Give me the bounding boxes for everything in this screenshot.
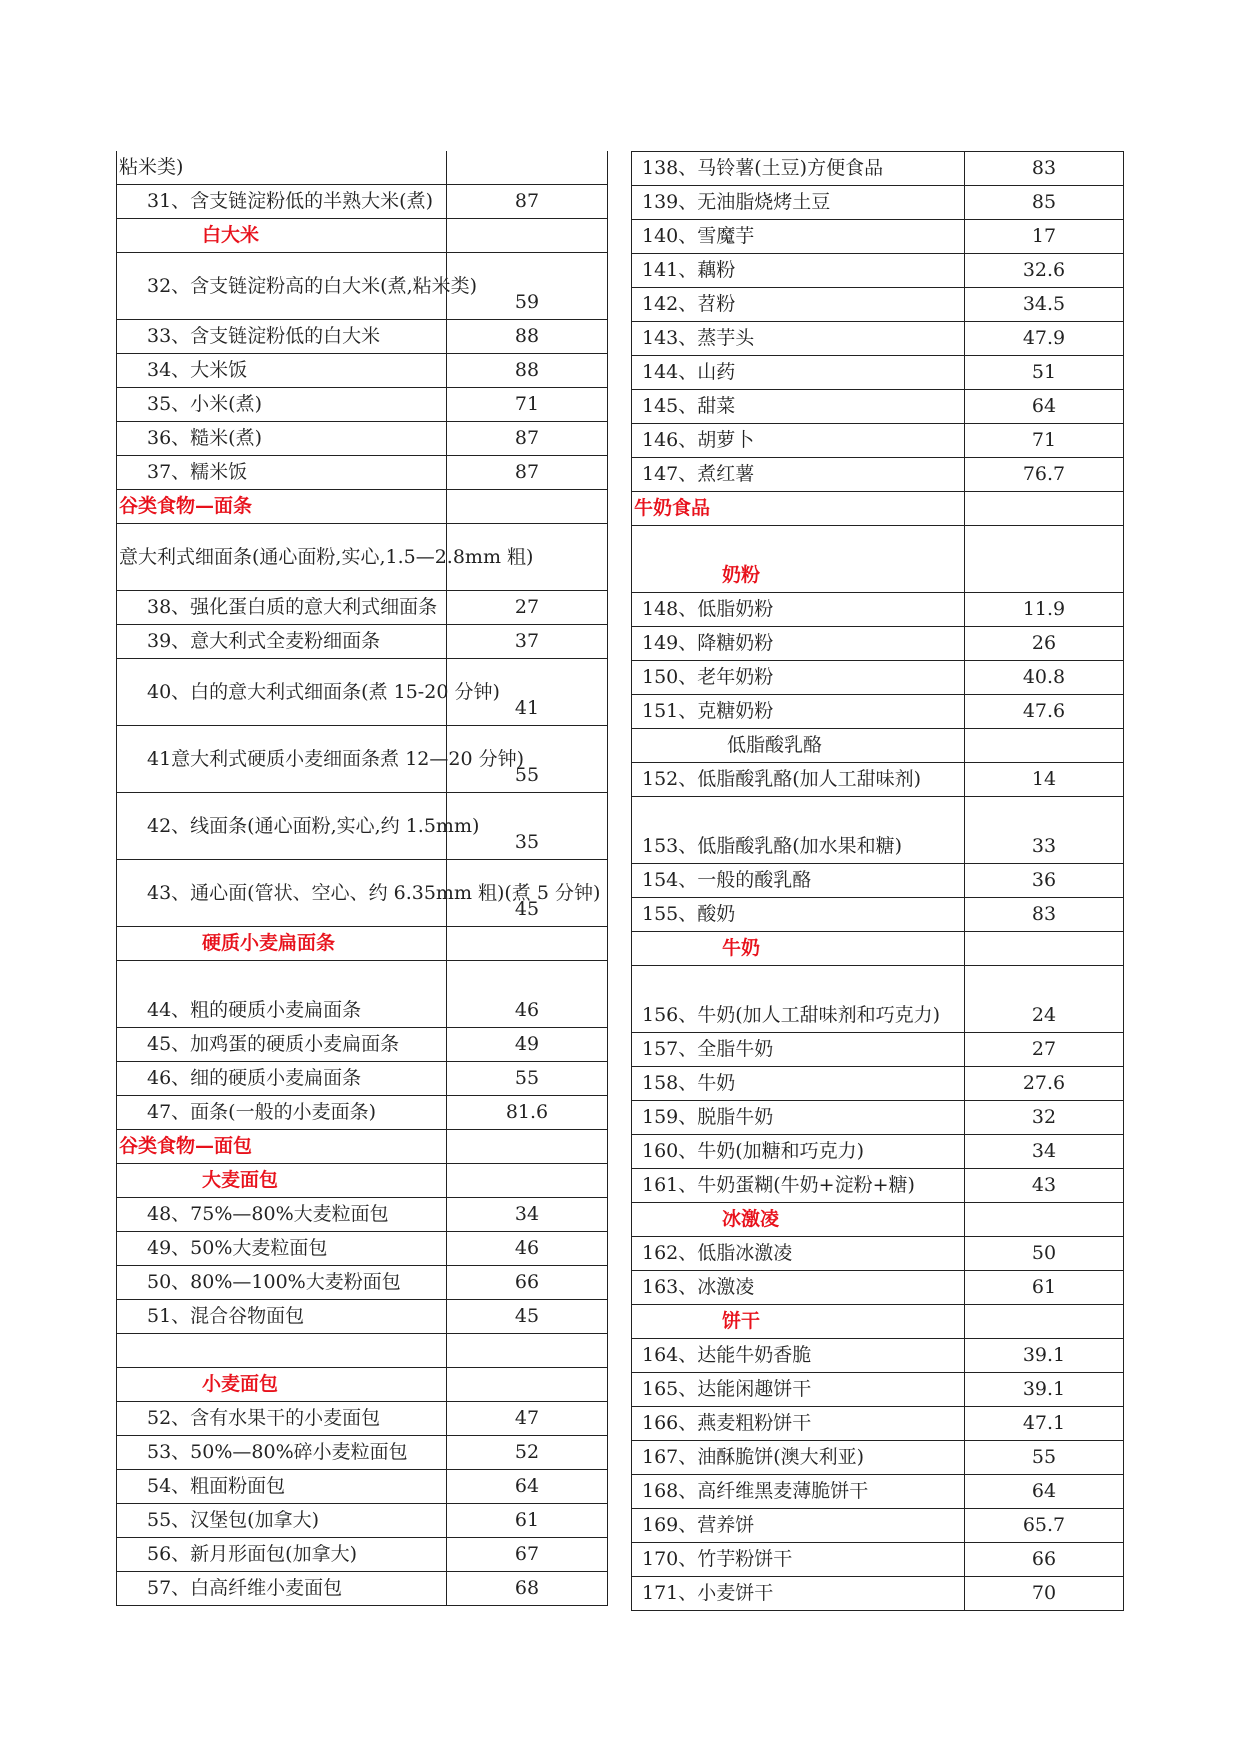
table-row (632, 186, 1124, 220)
gi-value: 88 (447, 320, 608, 354)
food-name: 168、高纤维黑麦薄脆饼干 (632, 1475, 965, 1509)
food-name: 53、50%—80%碎小麦粒面包 (117, 1436, 447, 1470)
food-name: 142、苕粉 (632, 288, 965, 322)
table-row (632, 763, 1124, 797)
table-row (632, 1339, 1124, 1373)
food-name: 31、含支链淀粉低的半熟大米(煮) (117, 185, 447, 219)
table-row (117, 591, 608, 625)
gi-value: 55 (447, 1062, 608, 1096)
left-gi-table (116, 151, 608, 1606)
category-row (632, 492, 1124, 526)
table-row (632, 661, 1124, 695)
table-row (632, 390, 1124, 424)
category-heading: 谷类食物—面条 (117, 490, 447, 524)
table-row (632, 1101, 1124, 1135)
gi-value: 87 (447, 456, 608, 490)
food-name: 56、新月形面包(加拿大) (117, 1538, 447, 1572)
food-name: 48、75%—80%大麦粒面包 (117, 1198, 447, 1232)
subcategory-heading: 小麦面包 (117, 1368, 447, 1402)
table-row (117, 1266, 608, 1300)
gi-value: 17 (965, 220, 1124, 254)
section-note: 意大利式细面条(通心面粉,实心,1.5—2.8mm 粗) (117, 524, 447, 591)
table-row (632, 1509, 1124, 1543)
subcategory-row (632, 1203, 1124, 1237)
food-name: 32、含支链淀粉高的白大米(煮,粘米类) (117, 253, 447, 320)
food-name: 50、80%—100%大麦粉面包 (117, 1266, 447, 1300)
gi-value: 34.5 (965, 288, 1124, 322)
subcategory-row (117, 219, 608, 253)
table-row (117, 185, 608, 219)
food-name: 49、50%大麦粒面包 (117, 1232, 447, 1266)
table-row (117, 422, 608, 456)
food-name: 141、藕粉 (632, 254, 965, 288)
gi-value: 87 (447, 185, 608, 219)
table-row (632, 966, 1124, 1033)
gi-value (447, 1368, 608, 1402)
gi-value: 68 (447, 1572, 608, 1606)
gi-value: 59 (447, 253, 608, 320)
subcategory-heading: 白大米 (117, 219, 447, 253)
table-row (117, 1436, 608, 1470)
gi-value: 35 (447, 793, 608, 860)
table-row (632, 356, 1124, 390)
table-row (632, 1577, 1124, 1611)
table-row (117, 860, 608, 927)
table-row (117, 1232, 608, 1266)
food-name: 161、牛奶蛋糊(牛奶+淀粉+糖) (632, 1169, 965, 1203)
table-row (117, 1028, 608, 1062)
table-row (632, 220, 1124, 254)
food-name: 145、甜菜 (632, 390, 965, 424)
subcategory-row (117, 927, 608, 961)
gi-value: 49 (447, 1028, 608, 1062)
gi-value: 66 (447, 1266, 608, 1300)
food-name: 36、糙米(煮) (117, 422, 447, 456)
gi-value: 14 (965, 763, 1124, 797)
gi-value: 45 (447, 860, 608, 927)
gi-value: 24 (965, 966, 1124, 1033)
gi-value: 52 (447, 1436, 608, 1470)
gi-value (447, 1334, 608, 1368)
gi-value: 26 (965, 627, 1124, 661)
table-row (632, 1135, 1124, 1169)
gi-value: 67 (447, 1538, 608, 1572)
gi-value: 11.9 (965, 593, 1124, 627)
food-name: 160、牛奶(加糖和巧克力) (632, 1135, 965, 1169)
subcategory-row (632, 1305, 1124, 1339)
table-row (117, 1572, 608, 1606)
food-name: 149、降糖奶粉 (632, 627, 965, 661)
food-name: 164、达能牛奶香脆 (632, 1339, 965, 1373)
subcategory-heading: 饼干 (632, 1305, 965, 1339)
food-name: 41意大利式硬质小麦细面条煮 12—20 分钟) (117, 726, 447, 793)
gi-value (447, 219, 608, 253)
gi-value (965, 1203, 1124, 1237)
food-name: 155、酸奶 (632, 898, 965, 932)
gi-value: 70 (965, 1577, 1124, 1611)
gi-value: 41 (447, 659, 608, 726)
table-row (117, 1198, 608, 1232)
gi-value (447, 927, 608, 961)
food-name: 166、燕麦粗粉饼干 (632, 1407, 965, 1441)
table-row (117, 625, 608, 659)
gi-value: 27 (965, 1033, 1124, 1067)
gi-value: 55 (965, 1441, 1124, 1475)
food-name: 57、白高纤维小麦面包 (117, 1572, 447, 1606)
gi-value (447, 151, 608, 185)
food-name: 45、加鸡蛋的硬质小麦扁面条 (117, 1028, 447, 1062)
gi-value: 34 (447, 1198, 608, 1232)
table-row (632, 593, 1124, 627)
category-heading: 牛奶食品 (632, 492, 965, 526)
gi-value: 65.7 (965, 1509, 1124, 1543)
table-row (117, 1300, 608, 1334)
table-row (632, 797, 1124, 864)
subcategory-heading: 牛奶 (632, 932, 965, 966)
table-row (117, 151, 608, 185)
food-name: 162、低脂冰激凌 (632, 1237, 965, 1271)
gi-value: 66 (965, 1543, 1124, 1577)
food-name: 143、蒸芋头 (632, 322, 965, 356)
table-row (632, 864, 1124, 898)
subcategory-heading: 低脂酸乳酪 (632, 729, 965, 763)
subcategory-heading: 硬质小麦扁面条 (117, 927, 447, 961)
gi-value (447, 1164, 608, 1198)
food-name: 156、牛奶(加人工甜味剂和巧克力) (632, 966, 965, 1033)
gi-value: 27.6 (965, 1067, 1124, 1101)
gi-value: 87 (447, 422, 608, 456)
gi-value: 50 (965, 1237, 1124, 1271)
gi-value (447, 1130, 608, 1164)
gi-value: 85 (965, 186, 1124, 220)
gi-value: 36 (965, 864, 1124, 898)
table-row (632, 424, 1124, 458)
food-name: 170、竹芋粉饼干 (632, 1543, 965, 1577)
gi-value: 61 (447, 1504, 608, 1538)
table-row (117, 1062, 608, 1096)
table-row (632, 1237, 1124, 1271)
subcategory-row (632, 932, 1124, 966)
food-name: 46、细的硬质小麦扁面条 (117, 1062, 447, 1096)
food-name: 37、糯米饭 (117, 456, 447, 490)
food-name: 140、雪魔芋 (632, 220, 965, 254)
food-name: 35、小米(煮) (117, 388, 447, 422)
food-name: 163、冰激凌 (632, 1271, 965, 1305)
gi-value: 88 (447, 354, 608, 388)
food-name: 55、汉堡包(加拿大) (117, 1504, 447, 1538)
gi-value: 40.8 (965, 661, 1124, 695)
food-name: 158、牛奶 (632, 1067, 965, 1101)
gi-value: 64 (447, 1470, 608, 1504)
food-name: 139、无油脂烧烤土豆 (632, 186, 965, 220)
food-name: 44、粗的硬质小麦扁面条 (117, 961, 447, 1028)
gi-value: 71 (447, 388, 608, 422)
food-name: 146、胡萝卜 (632, 424, 965, 458)
gi-value: 47.6 (965, 695, 1124, 729)
table-row (632, 627, 1124, 661)
blank-cell (117, 1334, 447, 1368)
category-row (117, 490, 608, 524)
food-name: 47、面条(一般的小麦面条) (117, 1096, 447, 1130)
table-row (632, 1543, 1124, 1577)
table-row (117, 388, 608, 422)
table-row (117, 793, 608, 860)
food-name: 40、白的意大利式细面条(煮 15-20 分钟) (117, 659, 447, 726)
table-row (632, 729, 1124, 763)
gi-value: 81.6 (447, 1096, 608, 1130)
table-row (117, 524, 608, 591)
food-name: 171、小麦饼干 (632, 1577, 965, 1611)
gi-value: 55 (447, 726, 608, 793)
table-row (117, 1334, 608, 1368)
table-row (117, 726, 608, 793)
gi-value (965, 526, 1124, 593)
gi-value (965, 729, 1124, 763)
food-name: 151、克糖奶粉 (632, 695, 965, 729)
gi-value: 51 (965, 356, 1124, 390)
table-row (632, 1169, 1124, 1203)
category-heading: 谷类食物—面包 (117, 1130, 447, 1164)
food-name: 150、老年奶粉 (632, 661, 965, 695)
gi-value: 47.1 (965, 1407, 1124, 1441)
gi-value: 34 (965, 1135, 1124, 1169)
table-row (632, 288, 1124, 322)
table-row (632, 695, 1124, 729)
gi-value: 46 (447, 1232, 608, 1266)
gi-value: 32 (965, 1101, 1124, 1135)
food-name: 157、全脂牛奶 (632, 1033, 965, 1067)
table-row (632, 898, 1124, 932)
table-row (117, 961, 608, 1028)
food-name: 138、马铃薯(土豆)方便食品 (632, 152, 965, 186)
table-row (632, 1475, 1124, 1509)
food-name: 152、低脂酸乳酪(加人工甜味剂) (632, 763, 965, 797)
gi-value: 83 (965, 152, 1124, 186)
gi-value: 76.7 (965, 458, 1124, 492)
food-name: 51、混合谷物面包 (117, 1300, 447, 1334)
table-row (117, 320, 608, 354)
right-gi-table (631, 151, 1124, 1611)
table-row (632, 152, 1124, 186)
table-row (632, 1373, 1124, 1407)
gi-value: 47.9 (965, 322, 1124, 356)
gi-value: 37 (447, 625, 608, 659)
table-row (632, 1033, 1124, 1067)
food-name: 34、大米饭 (117, 354, 447, 388)
food-name: 165、达能闲趣饼干 (632, 1373, 965, 1407)
table-row (117, 1538, 608, 1572)
food-name: 54、粗面粉面包 (117, 1470, 447, 1504)
gi-value: 61 (965, 1271, 1124, 1305)
table-row (632, 1067, 1124, 1101)
food-name: 167、油酥脆饼(澳大利亚) (632, 1441, 965, 1475)
gi-value: 46 (447, 961, 608, 1028)
table-row (632, 458, 1124, 492)
food-name: 52、含有水果干的小麦面包 (117, 1402, 447, 1436)
gi-value: 45 (447, 1300, 608, 1334)
subcategory-heading: 冰激凌 (632, 1203, 965, 1237)
gi-value (965, 932, 1124, 966)
gi-value: 33 (965, 797, 1124, 864)
subcategory-heading: 奶粉 (632, 526, 965, 593)
gi-value: 64 (965, 1475, 1124, 1509)
food-name: 38、强化蛋白质的意大利式细面条 (117, 591, 447, 625)
food-name: 粘米类) (117, 151, 447, 185)
food-name: 147、煮红薯 (632, 458, 965, 492)
table-row (632, 1407, 1124, 1441)
table-row (117, 354, 608, 388)
table-row (117, 1096, 608, 1130)
subcategory-row (117, 1368, 608, 1402)
table-row (117, 659, 608, 726)
gi-value: 71 (965, 424, 1124, 458)
food-name: 43、通心面(管状、空心、约 6.35mm 粗)(煮 5 分钟) (117, 860, 447, 927)
food-name: 169、营养饼 (632, 1509, 965, 1543)
table-row (632, 1271, 1124, 1305)
gi-value (447, 490, 608, 524)
gi-value (965, 492, 1124, 526)
food-name: 39、意大利式全麦粉细面条 (117, 625, 447, 659)
category-row (117, 1130, 608, 1164)
gi-value: 39.1 (965, 1373, 1124, 1407)
gi-value: 39.1 (965, 1339, 1124, 1373)
table-row (117, 1504, 608, 1538)
table-row (117, 1470, 608, 1504)
gi-value: 47 (447, 1402, 608, 1436)
subcategory-heading: 大麦面包 (117, 1164, 447, 1198)
gi-value: 27 (447, 591, 608, 625)
table-row (117, 1402, 608, 1436)
gi-value: 64 (965, 390, 1124, 424)
table-row (632, 322, 1124, 356)
food-name: 144、山药 (632, 356, 965, 390)
table-row (117, 253, 608, 320)
table-row (632, 1441, 1124, 1475)
food-name: 148、低脂奶粉 (632, 593, 965, 627)
gi-value: 32.6 (965, 254, 1124, 288)
subcategory-row (632, 526, 1124, 593)
gi-value (965, 1305, 1124, 1339)
food-name: 42、线面条(通心面粉,实心,约 1.5mm) (117, 793, 447, 860)
food-name: 159、脱脂牛奶 (632, 1101, 965, 1135)
food-name: 154、一般的酸乳酪 (632, 864, 965, 898)
food-name: 33、含支链淀粉低的白大米 (117, 320, 447, 354)
gi-value: 83 (965, 898, 1124, 932)
subcategory-row (117, 1164, 608, 1198)
gi-value: 43 (965, 1169, 1124, 1203)
food-name: 153、低脂酸乳酪(加水果和糖) (632, 797, 965, 864)
table-row (632, 254, 1124, 288)
table-row (117, 456, 608, 490)
